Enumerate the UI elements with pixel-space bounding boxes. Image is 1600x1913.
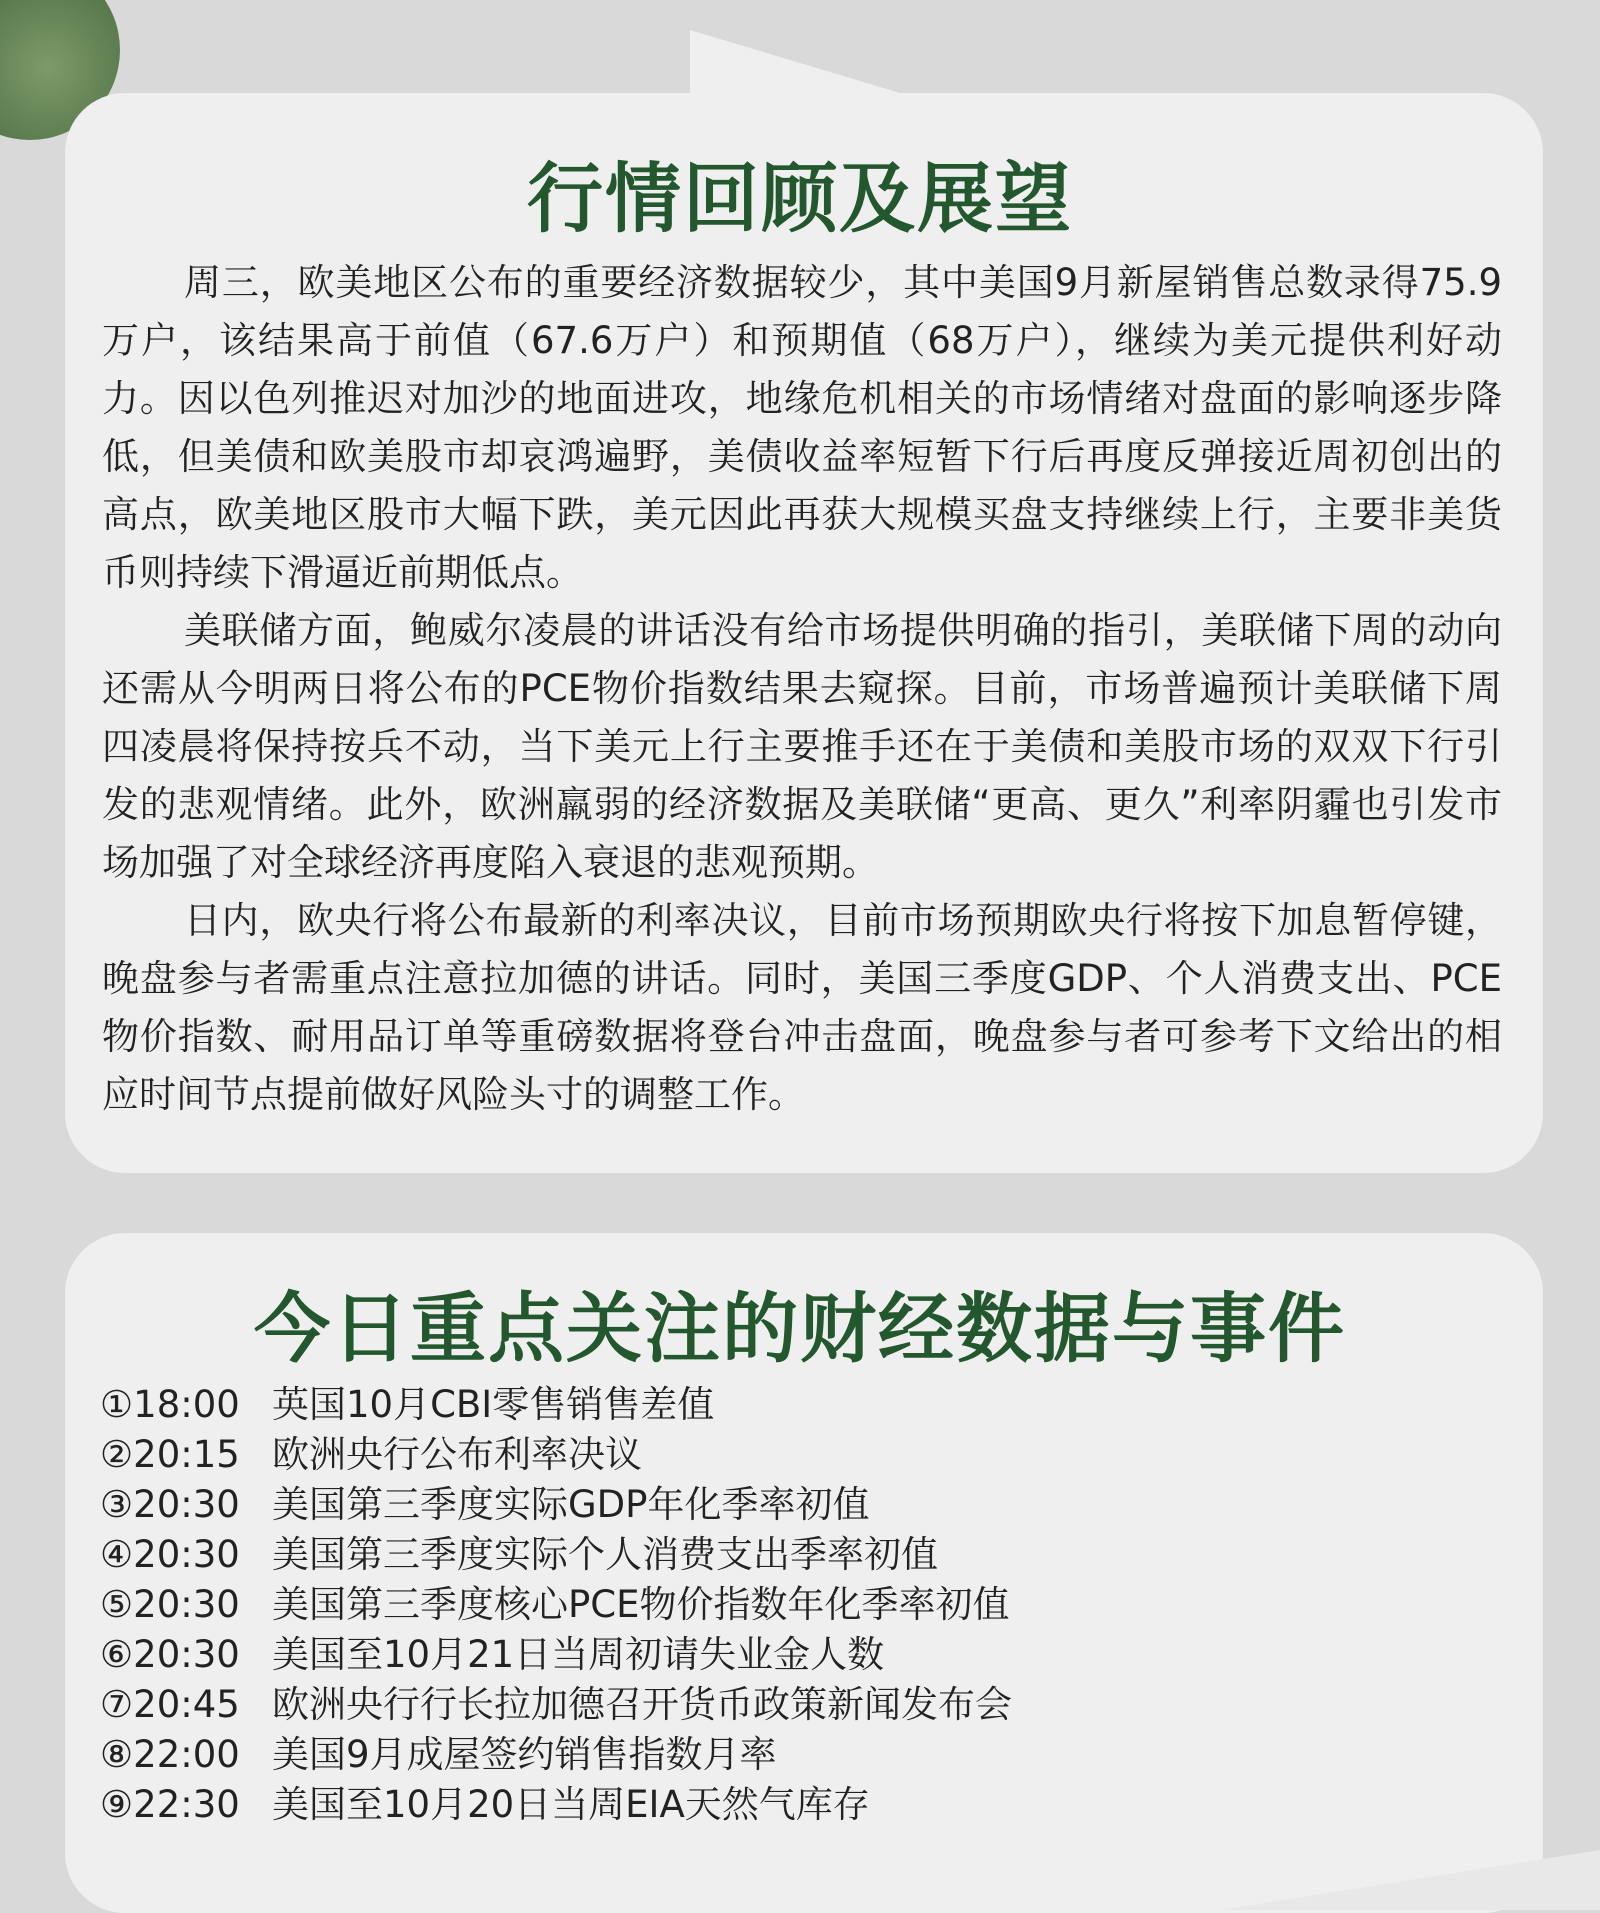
event-number: ⑥ xyxy=(100,1633,134,1676)
event-number: ⑤ xyxy=(100,1583,134,1626)
event-time: 22:00 xyxy=(133,1733,240,1776)
event-item xyxy=(100,1530,1400,1580)
event-time: 20:30 xyxy=(133,1533,240,1576)
event-number: ⑧ xyxy=(100,1733,134,1776)
event-item xyxy=(100,1430,1400,1480)
event-text: 英国10月CBI零售销售差值 xyxy=(272,1383,715,1426)
event-text: 美国第三季度核心PCE物价指数年化季率初值 xyxy=(272,1583,1010,1626)
review-paragraph: 美联储方面，鲍威尔凌晨的讲话没有给市场提供明确的指引，美联储下周的动向还需从今明两日将公布的PCE物价指数结果去窥探。目前，市场普遍预计美联储下周四凌晨将保持按兵不动，当下美元上行主要推手还在于美债和美股市场的双双下行引发的悲观情绪。此外，欧洲羸弱的经济数据及美联储“更高、更久”利率阴霾也引发市场加强了对全球经济再度陷入衰退的悲观预期。 xyxy=(102,609,1502,884)
events-title: 今日重点关注的财经数据与事件 xyxy=(254,1284,1346,1373)
event-time: 18:00 xyxy=(133,1383,240,1426)
review-paragraph: 周三，欧美地区公布的重要经济数据较少，其中美国9月新屋销售总数录得75.9万户，该结果高于前值（67.6万户）和预期值（68万户），继续为美元提供利好动力。因以色列推迟对加沙的地面进攻，地缘危机相关的市场情绪对盘面的影响逐步降低，但美债和欧美股市却哀鸿遍野，美债收益率短暂下行后再度反弹接近周初创出的高点，欧美地区股市大幅下跌，美元因此再获大规模买盘支持继续上行，主要非美货币则持续下滑逼近前期低点。 xyxy=(102,261,1502,594)
review-paragraph: 日内，欧央行将公布最新的利率决议，目前市场预期欧央行将按下加息暂停键，晚盘参与者需重点注意拉加德的讲话。同时，美国三季度GDP、个人消费支出、PCE物价指数、耐用品订单等重磅数据将登台冲击盘面，晚盘参与者可参考下文给出的相应时间节点提前做好风险头寸的调整工作。 xyxy=(102,899,1502,1116)
event-item xyxy=(100,1680,1400,1730)
event-item xyxy=(100,1780,1400,1830)
events-list xyxy=(100,1380,1400,1830)
market-review-title: 行情回顾及展望 xyxy=(527,154,1073,243)
event-time: 20:30 xyxy=(133,1633,240,1676)
event-item xyxy=(100,1630,1400,1680)
event-text: 美国至10月20日当周EIA天然气库存 xyxy=(272,1783,870,1826)
event-number: ② xyxy=(100,1433,134,1476)
event-number: ④ xyxy=(100,1533,134,1576)
event-item xyxy=(100,1580,1400,1630)
event-time: 20:15 xyxy=(133,1433,240,1476)
event-time: 22:30 xyxy=(133,1783,240,1826)
event-item xyxy=(100,1480,1400,1530)
event-item xyxy=(100,1730,1400,1780)
event-text: 欧洲央行行长拉加德召开货币政策新闻发布会 xyxy=(272,1683,1012,1726)
event-text: 美国9月成屋签约销售指数月率 xyxy=(272,1733,777,1776)
event-text: 美国至10月21日当周初请失业金人数 xyxy=(272,1633,885,1676)
market-review-body xyxy=(102,254,1502,1124)
event-number: ⑨ xyxy=(100,1783,134,1826)
event-time: 20:30 xyxy=(133,1483,240,1526)
event-text: 欧洲央行公布利率决议 xyxy=(272,1433,642,1476)
event-text: 美国第三季度实际GDP年化季率初值 xyxy=(272,1483,870,1526)
event-number: ⑦ xyxy=(100,1683,134,1726)
event-number: ③ xyxy=(100,1483,134,1526)
event-time: 20:30 xyxy=(133,1583,240,1626)
event-number: ① xyxy=(100,1383,134,1426)
event-text: 美国第三季度实际个人消费支出季率初值 xyxy=(272,1533,938,1576)
event-time: 20:45 xyxy=(133,1683,240,1726)
event-item xyxy=(100,1380,1400,1430)
